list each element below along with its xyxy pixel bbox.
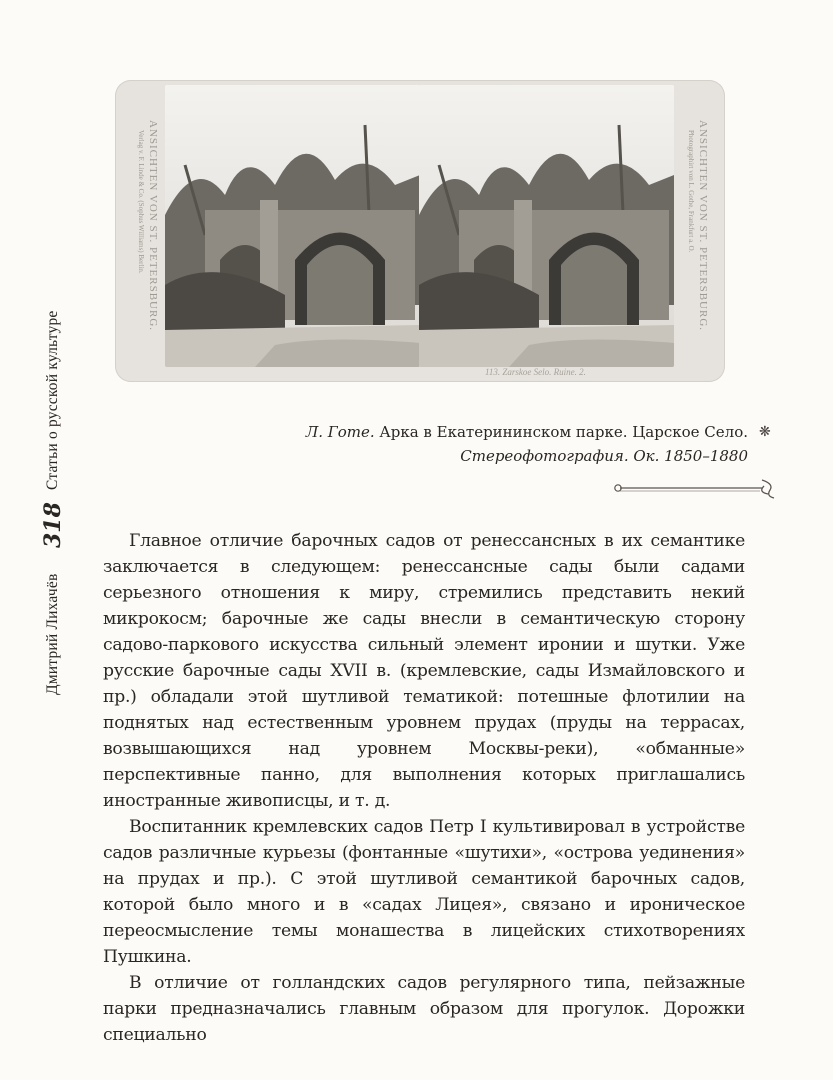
stereo-photo-right [419,85,674,367]
card-right-imprint [681,110,721,340]
card-number: 113. Zarskoe Selo. Ruine. 2. [485,367,586,377]
stereo-photo-left [165,85,420,367]
arch-photo-right [419,85,674,367]
caption-line-1 [306,420,748,444]
page-number: 318 [40,502,66,548]
body-text [103,528,745,1048]
caption-line-2: Стереофотография. Ок. 1850–1880 [460,447,748,465]
running-head-author: Дмитрий Лихачёв [44,573,61,695]
paragraph: Воспитанник кремлевских садов Петр I культивировал в устройстве садов различные курьезы (фонтанные «шутихи», «острова уединения» на прудах и пр.). С этой шутливой семантикой барочных садов, которой было много и в «садах Лицея», связано и ироническое переосмысление темы монашества в лицейских стихотворениях Пушкина. [103,817,745,967]
running-head-title: Статьи о русской культуре [44,310,61,490]
card-right-caption: ANSICHTEN VON ST. PETERSBURG. [697,120,709,332]
card-right-subcaption: Photographirt von L. Gothe, Frankfurt a. O. [687,130,695,253]
caption-author: Л. Готе. [305,423,375,441]
stereo-photograph [115,80,725,382]
ornament-flower-icon: ❋ [759,424,771,440]
paragraph: Главное отличие барочных садов от ренессансных в их семантике заключается в следующем: ренессансные сады были садами серьезного отношения к миру, стремились представить некий микрокосм; барочные же сады внесли в семантическую сторону садово-паркового искусства сильный элемент иронии и шутки. Уже русские барочные сады XVII в. (кремлевские, сады Измайловского и пр.) обладали этой шутливой тематикой: потешные флотилии на поднятых над естественным уровнем прудах (пруды на террасах, возвышающихся над уровнем Москвы-реки), «обманные» перспективные панно, для выполнения которых приглашались иностранные живописцы, и т. д. [103,531,745,811]
paragraph: В отличие от голландских садов регулярного типа, пейзажные парки предназначались главным образом для прогулок. Дорожки специально [103,973,745,1045]
card-left-caption: ANSICHTEN VON ST. PETERSBURG. [147,120,159,332]
arch-photo-left [165,85,420,367]
figure-caption [306,420,748,468]
ornamental-divider [612,476,778,500]
card-left-subcaption: Verlag v. F. Linde & Co. (Sophus Williams) Berlin. [137,130,145,274]
caption-title: Арка в Екатерининском парке. Царское Село. [374,423,748,441]
